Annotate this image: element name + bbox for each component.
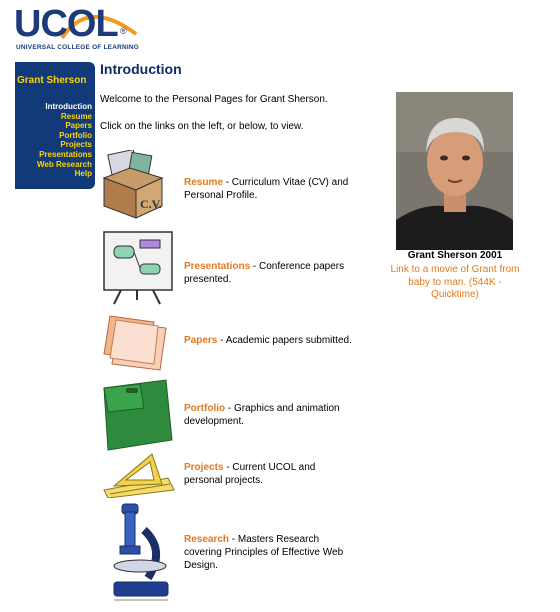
section-portfolio: [184, 402, 354, 428]
papers-description: - Academic papers submitted.: [217, 335, 352, 346]
portfolio-link[interactable]: Portfolio: [184, 403, 226, 414]
ucol-logo: [14, 3, 140, 54]
sidebar-menu: [37, 102, 92, 179]
section-research: [184, 533, 354, 572]
section-presentations: [184, 260, 354, 286]
sidebar-nav: [15, 62, 95, 189]
resume-description: - Curriculum Vitae (CV) and Personal Profile.: [184, 177, 349, 201]
logo-registered-mark: ®: [120, 26, 127, 36]
page-title: Introduction: [100, 61, 182, 77]
section-papers: [184, 334, 354, 347]
portfolio-description: - Graphics and animation development.: [184, 403, 340, 427]
papers-link[interactable]: Papers: [184, 335, 218, 346]
instructions-text: Click on the links on the left, or below, to view.: [100, 121, 304, 132]
presentations-link[interactable]: Presentations: [184, 261, 251, 272]
resume-link[interactable]: Resume: [184, 177, 223, 188]
sidebar-item-presentations[interactable]: Presentations: [39, 149, 92, 159]
portrait-photo: [396, 92, 513, 250]
drafting-tools-icon[interactable]: [100, 450, 178, 498]
research-description: - Masters Research covering Principles of Effective Web Design.: [184, 534, 344, 571]
sidebar-item-resume[interactable]: Resume: [60, 111, 92, 121]
section-projects: [184, 461, 354, 487]
sidebar-item-projects[interactable]: Projects: [60, 140, 92, 150]
sidebar-item-papers[interactable]: Papers: [65, 121, 92, 131]
sidebar-item-introduction[interactable]: Introduction: [45, 102, 92, 111]
papers-icon[interactable]: [100, 312, 174, 374]
sidebar-owner-name: Grant Sherson: [17, 75, 87, 86]
sidebar-item-help[interactable]: Help: [74, 169, 92, 179]
microscope-icon[interactable]: [100, 500, 178, 604]
photo-caption: Grant Sherson 2001: [407, 250, 503, 261]
projects-link[interactable]: Projects: [184, 462, 224, 473]
logo-subtitle: UNIVERSAL COLLEGE OF LEARNING: [16, 44, 140, 51]
sidebar-item-portfolio[interactable]: Portfolio: [59, 130, 92, 140]
resume-box-icon[interactable]: [100, 150, 180, 220]
sidebar-item-web-research[interactable]: Web Research: [37, 159, 92, 169]
research-link[interactable]: Research: [184, 534, 230, 545]
logo-wordmark: UCOL: [14, 3, 118, 45]
svg-text:C.V.: C.V.: [140, 197, 162, 211]
movie-link[interactable]: Link to a movie of Grant from baby to man. (544K - Quicktime): [390, 264, 520, 300]
portfolio-folder-icon[interactable]: [100, 378, 176, 452]
presentations-description: - Conference papers presented.: [184, 261, 345, 285]
projects-description: - Current UCOL and personal projects.: [184, 462, 316, 486]
section-resume: [184, 176, 354, 202]
welcome-text: Welcome to the Personal Pages for Grant Sherson.: [100, 94, 328, 105]
presentation-board-icon[interactable]: [100, 228, 176, 306]
